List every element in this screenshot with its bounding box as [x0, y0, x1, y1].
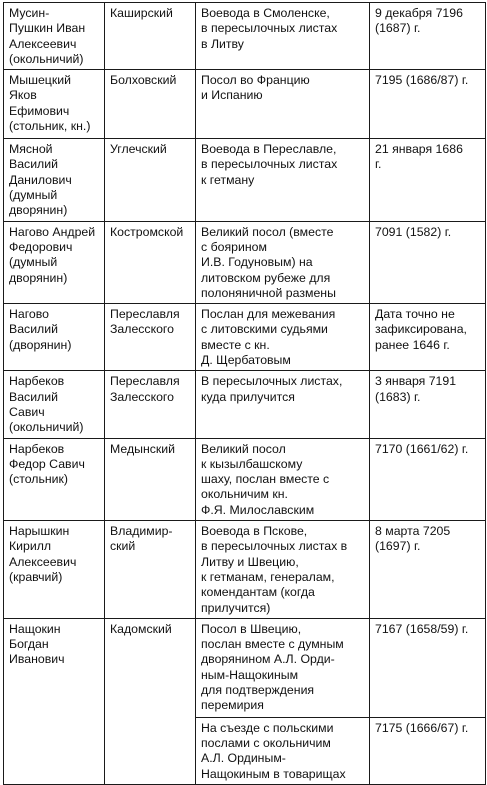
- uezd-cell: Каширский: [105, 3, 196, 70]
- service-cell: В пересылочных листах, куда прилучится: [196, 371, 370, 438]
- table-row: [4, 139, 486, 221]
- service-cell: Великий посол к кызылбашскому шаху, послан вместе с окольничим кн. Ф.Я. Милославским: [196, 438, 370, 520]
- table-row: [4, 70, 486, 139]
- table-row: [4, 438, 486, 520]
- date-cell: Дата точно не зафиксирована, ранее 1646 г.: [370, 304, 486, 371]
- service-cell: Воевода в Пскове, в пересылочных листах в Литву и Швецию, к гетманам, генералам, комендантам (когда прилучится): [196, 521, 370, 619]
- service-cell: Посол в Швецию, послан вместе с думным дворянином А.Л. Орди- ным-Нащокиным для подтверждения перемирия: [196, 618, 370, 717]
- date-cell: 7167 (1658/59) г.: [370, 618, 486, 717]
- date-cell: 7091 (1582) г.: [370, 221, 486, 303]
- official-name: Нагово Василий (дворянин): [4, 304, 105, 371]
- service-cell: Посол во Францию и Испанию: [196, 70, 370, 139]
- service-cell: Воевода в Переславле, в пересылочных листах к гетману: [196, 139, 370, 221]
- date-cell: 21 января 1686 г.: [370, 139, 486, 221]
- uezd-cell: Углечский: [105, 139, 196, 221]
- uezd-cell: Владимир- ский: [105, 521, 196, 619]
- officials-table: [3, 2, 486, 785]
- table-row: [4, 371, 486, 438]
- service-cell: Великий посол (вместе с боярином И.В. Годуновым) на литовском рубеже для полоняничной размены: [196, 221, 370, 303]
- uezd-cell: Переславля Залесского: [105, 304, 196, 371]
- table-row: [4, 304, 486, 371]
- official-name: Мясной Василий Данилович (думный дворянин): [4, 139, 105, 221]
- uezd-cell: Костромской: [105, 221, 196, 303]
- uezd-cell: Медынский: [105, 438, 196, 520]
- date-cell: 7170 (1661/62) г.: [370, 438, 486, 520]
- uezd-cell: Кадомский: [105, 618, 196, 784]
- date-cell: 3 января 7191 (1683) г.: [370, 371, 486, 438]
- service-cell: Воевода в Смоленске, в пересылочных листах в Литву: [196, 3, 370, 70]
- official-name: Нагово Андрей Федорович (думный дворянин): [4, 221, 105, 303]
- date-cell: 7195 (1686/87) г.: [370, 70, 486, 139]
- date-cell: 7175 (1666/67) г.: [370, 717, 486, 784]
- table-row: [4, 221, 486, 303]
- official-name: Мусин- Пушкин Иван Алексеевич (окольничий): [4, 3, 105, 70]
- uezd-cell: Переславля Залесского: [105, 371, 196, 438]
- official-name: Мышецкий Яков Ефимович (стольник, кн.): [4, 70, 105, 139]
- date-cell: 8 марта 7205 (1697) г.: [370, 521, 486, 619]
- table-row: [4, 521, 486, 619]
- table-row: [4, 618, 486, 717]
- service-cell: Послан для межевания с литовскими судьями вместе с кн. Д. Щербатовым: [196, 304, 370, 371]
- uezd-cell: Болховский: [105, 70, 196, 139]
- official-name: Нарышкин Кирилл Алексеевич (кравчий): [4, 521, 105, 619]
- official-name: Нащокин Богдан Иванович: [4, 618, 105, 784]
- official-name: Нарбеков Федор Савич (стольник): [4, 438, 105, 520]
- date-cell: 9 декабря 7196 (1687) г.: [370, 3, 486, 70]
- service-cell: На съезде с польскими послами с окольничим А.Л. Ординым- Нащокиным в товарищах: [196, 717, 370, 784]
- official-name: Нарбеков Василий Савич (окольничий): [4, 371, 105, 438]
- table-row: [4, 3, 486, 70]
